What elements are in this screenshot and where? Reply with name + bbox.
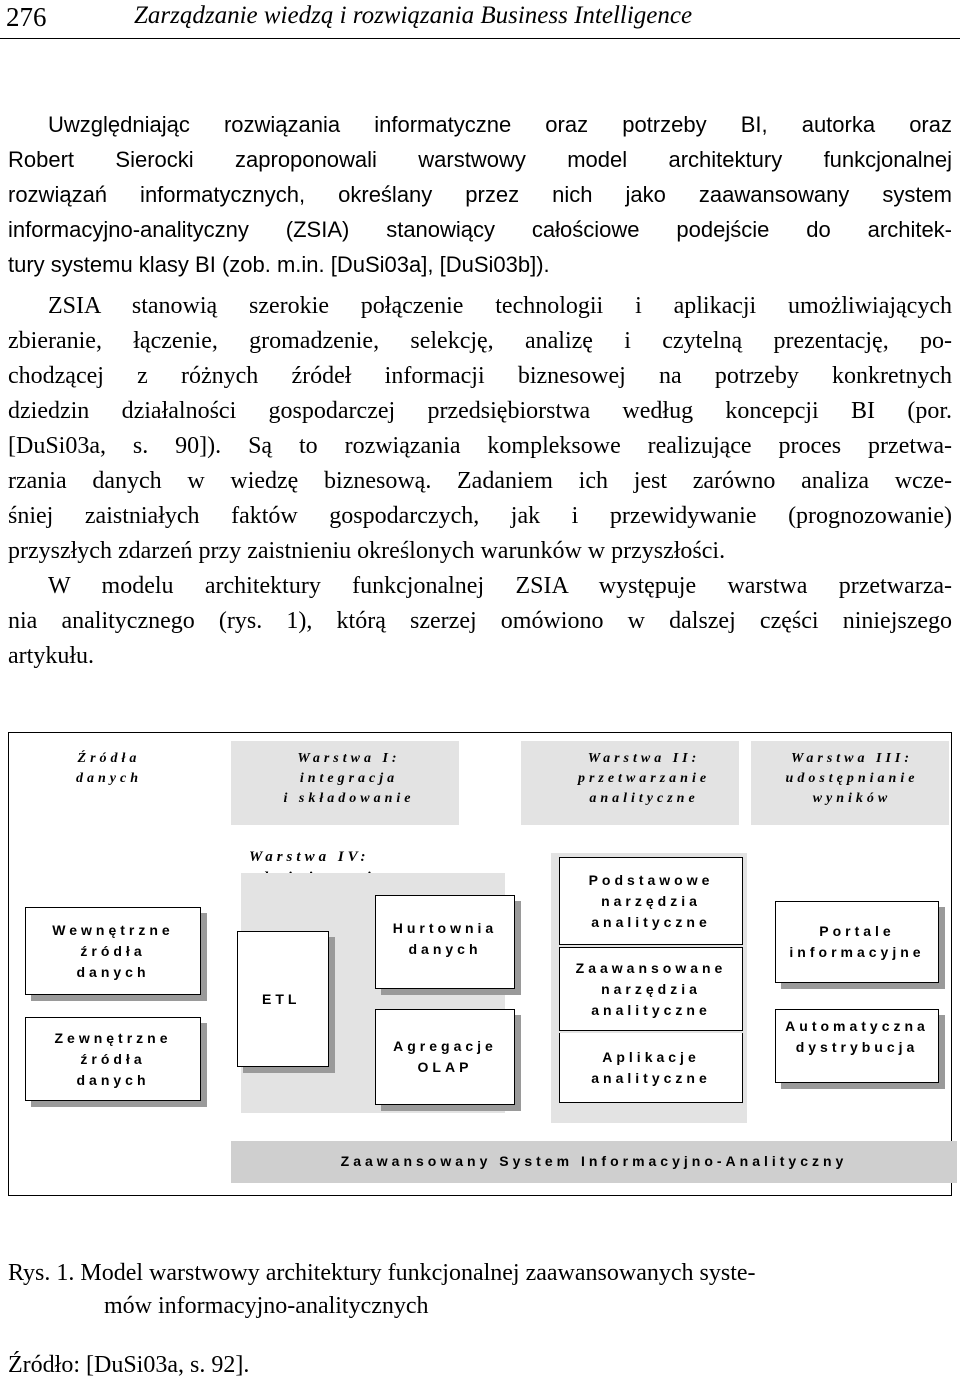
architecture-diagram bbox=[8, 732, 952, 1196]
paragraph-line: informacyjno-analityczny (ZSIA) stanowiący całościowe podejście do architek- bbox=[8, 217, 952, 242]
running-title: Zarządzanie wiedzą i rozwiązania Business Intelligence bbox=[134, 2, 693, 29]
etl-box bbox=[237, 931, 329, 1067]
basic-tools-box bbox=[559, 857, 743, 945]
paragraph-line: Uwzględniając rozwiązania informatyczne oraz potrzeby BI, autorka oraz bbox=[48, 112, 952, 137]
paragraph-line: ZSIA stanowią szerokie połączenie technologii i aplikacji umożliwiających bbox=[48, 293, 952, 319]
basic-tools-label: Podstawowe narzędzia analityczne bbox=[588, 871, 714, 930]
paragraph-line: rozwiązań informatycznych, określany przez nich jako zaawansowany system bbox=[8, 182, 952, 207]
paragraph-line: nia analitycznego (rys. 1), którą szerzej omówiono w dalszej części niniejszego bbox=[8, 608, 952, 634]
page-number: 276 bbox=[6, 2, 47, 32]
paragraph-line: tury systemu klasy BI (zob. m.in. [DuSi03a], [DuSi03b]). bbox=[8, 252, 550, 277]
internal-sources-label: Wewnętrzne źródła danych bbox=[52, 921, 174, 980]
analytical-apps-box bbox=[559, 1033, 743, 1103]
aggregation-olap-box bbox=[375, 1009, 515, 1105]
header-rule bbox=[0, 38, 960, 39]
caption-line: Rys. 1. Model warstwowy architektury funkcjonalnej zaawansowanych syste- bbox=[8, 1260, 756, 1286]
paragraph-line: W modelu architektury funkcjonalnej ZSIA występuje warstwa przetwarza- bbox=[48, 573, 952, 599]
analytical-apps-label: Aplikacje analityczne bbox=[591, 1048, 711, 1086]
information-portals-box bbox=[775, 901, 939, 983]
figure-source: Źródło: [DuSi03a, s. 92]. bbox=[8, 1352, 250, 1378]
etl-label: ETL bbox=[262, 990, 301, 1007]
paragraph-2 bbox=[8, 289, 952, 569]
external-sources-box bbox=[25, 1017, 201, 1101]
information-portals-label: Portale informacyjne bbox=[789, 923, 925, 960]
layer-iv-label: Warstwa IV: bbox=[249, 849, 370, 865]
caption-line: mów informacyjno-analitycznych bbox=[104, 1293, 429, 1319]
system-bar-label: Zaawansowany System Informacyjno-Analityczny bbox=[340, 1153, 848, 1169]
advanced-tools-box bbox=[559, 947, 743, 1031]
paragraph-line: dziedzin działalności gospodarczej przedsiębiorstwa według koncepcji BI (por. bbox=[8, 398, 952, 424]
warehouse-label: Hurtownia danych bbox=[392, 920, 498, 957]
paragraph-line: rzania danych w wiedzę biznesową. Zadaniem ich jest zarówno analiza wcze- bbox=[8, 468, 952, 494]
column-header-layer-2: Warstwa II: przetwarzanie analityczne bbox=[577, 751, 711, 806]
external-sources-label: Zewnętrzne źródła danych bbox=[54, 1029, 172, 1088]
internal-sources-box bbox=[25, 907, 201, 995]
warehouse-box bbox=[375, 895, 515, 989]
column-header-layer-3: Warstwa III: udostępnianie wyników bbox=[785, 751, 919, 806]
paragraph-3 bbox=[8, 569, 952, 674]
column-header-sources: Źródła danych bbox=[76, 751, 142, 786]
paragraph-line: artykułu. bbox=[8, 643, 94, 669]
paragraph-line: śniej zaistniałych faktów gospodarczych, jak i przewidywanie (prognozowanie) bbox=[8, 503, 952, 529]
paragraph-line: przyszłych zdarzeń przy zaistnieniu określonych warunków w przyszłości. bbox=[8, 538, 726, 564]
advanced-tools-label: Zaawansowane narzędzia analityczne bbox=[575, 959, 727, 1018]
paragraph-line: zbieranie, łączenie, gromadzenie, selekcję, analizę i czytelną prezentację, po- bbox=[8, 328, 952, 354]
figure-caption bbox=[8, 1257, 756, 1323]
column-header-layer-1: Warstwa I: integracja i składowanie bbox=[283, 751, 415, 806]
paragraph-line: [DuSi03a, s. 90]). Są to rozwiązania kompleksowe realizujące proces przetwa- bbox=[8, 433, 952, 459]
paragraph-line: Robert Sierocki zaproponowali warstwowy model architektury funkcjonalnej bbox=[8, 147, 952, 172]
automatic-distribution-label: Automatyczna dystrybucja bbox=[785, 1018, 929, 1055]
paragraph-line: chodzącej z różnych źródeł informacji biznesowej na potrzeby konkretnych bbox=[8, 363, 952, 389]
automatic-distribution-box bbox=[775, 1009, 939, 1083]
paragraph-1 bbox=[8, 107, 952, 282]
aggregation-olap-label: Agregacje OLAP bbox=[393, 1038, 497, 1075]
